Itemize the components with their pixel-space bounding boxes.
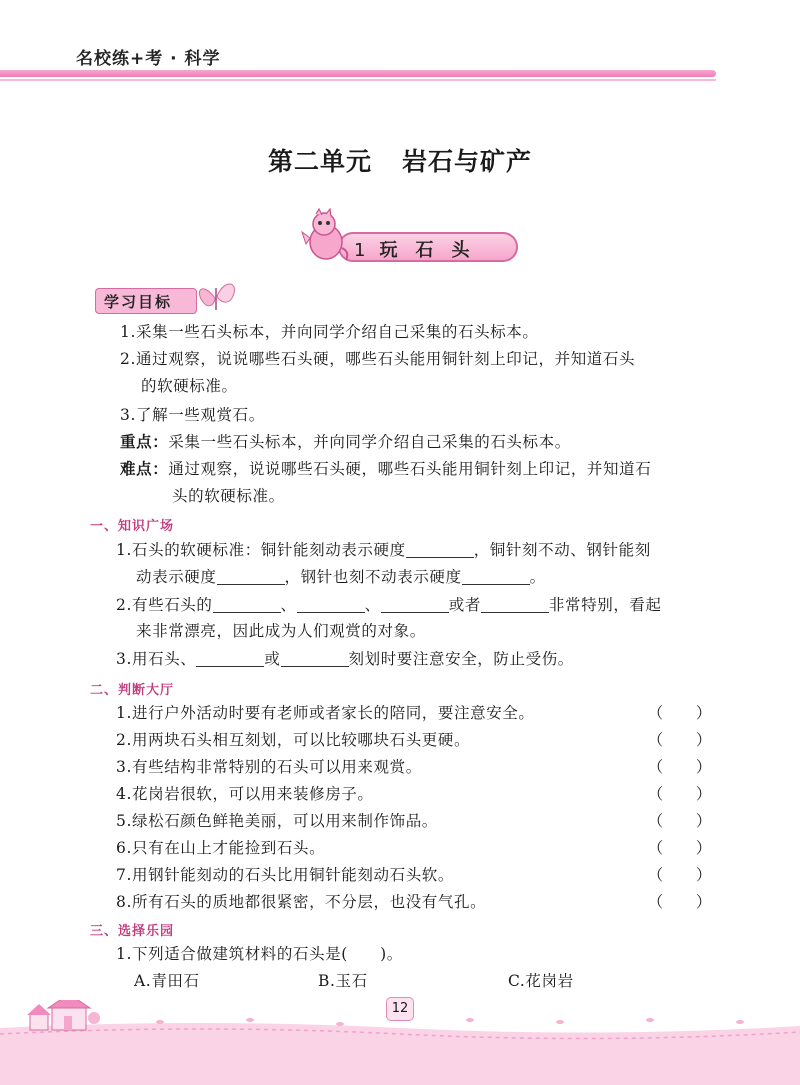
choice-option-a[interactable]: A.青田石 [134,972,200,990]
lesson-title-char: 头 [451,240,470,261]
question-text: 动表示硬度 [136,568,217,586]
choice-question: 1.下列适合做建筑材料的石头是( )。 [116,945,403,963]
question-text: 、 [280,596,297,614]
key-point-text: 采集一些石头标本，并向同学介绍自己采集的石头标本。 [168,433,571,451]
judge-item [116,892,712,912]
answer-blank[interactable] [481,596,549,613]
difficult-point-continued: 头的软硬标准。 [172,487,285,505]
section-heading-knowledge: 一、知识广场 [90,519,175,534]
question-text: 或者 [448,596,481,614]
question-text: 或 [264,650,281,668]
answer-blank[interactable] [406,541,474,558]
answer-blank[interactable] [297,596,365,613]
dragon-mascot-icon [300,208,352,264]
fill-question-2 [116,595,662,615]
lesson-title-char: 石 [415,240,434,261]
answer-parens[interactable]: （ ） [647,785,712,803]
section-heading-choice: 三、选择乐园 [90,924,175,939]
lesson-number: 1 [354,240,366,261]
judge-item-text: 8.所有石头的质地都很紧密，不分层，也没有气孔。 [116,893,487,911]
answer-blank[interactable] [213,596,281,613]
fill-question-2-continued: 来非常漂亮，因此成为人们观赏的对象。 [136,622,426,640]
difficult-point-text: 通过观察，说说哪些石头硬，哪些石头能用铜针刻上印记，并知道石 [168,460,652,478]
goals-badge-label: 学习目标 [104,293,173,311]
judge-item [116,757,712,777]
question-text: 1.石头的软硬标准：铜针能刻动表示硬度 [116,541,406,559]
answer-parens[interactable]: （ ） [647,839,712,857]
series-title: 名校练+考 · 科学 [76,49,221,69]
fill-question-3 [116,649,574,669]
answer-blank[interactable] [281,650,349,667]
judge-item [116,730,712,750]
question-text: 3.用石头、 [116,650,197,668]
goal-item: 2.通过观察，说说哪些石头硬，哪些石头能用铜针刻上印记，并知道石头 [120,350,636,368]
answer-parens[interactable]: （ ） [647,866,712,884]
lesson-title-char: 玩 [379,240,398,261]
judge-item [116,838,712,858]
judge-item-text: 2.用两块石头相互刻划，可以比较哪块石头更硬。 [116,731,471,749]
answer-parens[interactable]: （ ） [647,731,712,749]
unit-title-topic: 岩石与矿产 [402,147,533,176]
answer-blank[interactable] [381,596,449,613]
answer-parens[interactable]: （ ） [647,758,712,776]
unit-title-number: 第二单元 [267,147,372,176]
judge-item [116,811,712,831]
answer-blank[interactable] [196,650,264,667]
answer-parens[interactable]: （ ） [647,893,712,911]
choice-option-b[interactable]: B.玉石 [318,972,368,990]
question-text: 、 [364,596,381,614]
judge-item-text: 5.绿松石颜色鲜艳美丽，可以用来制作饰品。 [116,812,438,830]
question-text: 2.有些石头的 [116,596,213,614]
header-bar [0,70,716,77]
key-point-label: 重点： [120,432,169,451]
question-text: ，钢针也刻不动表示硬度 [284,568,462,586]
judge-item-text: 6.只有在山上才能捡到石头。 [116,839,326,857]
answer-blank[interactable] [462,568,530,585]
judge-item-text: 1.进行户外活动时要有老师或者家长的陪同，要注意安全。 [116,704,535,722]
fill-question-1 [116,540,651,560]
judge-item-text: 3.有些结构非常特别的石头可以用来观赏。 [116,758,422,776]
goal-item: 1.采集一些石头标本，并向同学介绍自己采集的石头标本。 [120,323,539,341]
answer-parens[interactable]: （ ） [647,704,712,722]
fill-question-1-continued [136,567,546,587]
header-bar-line [0,79,716,81]
goal-item: 3.了解一些观赏石。 [120,406,265,424]
goal-item-continued: 的软硬标准。 [141,377,238,395]
judge-item-text: 7.用钢针能刻动的石头比用铜针能刻动石头软。 [116,866,454,884]
unit-title [0,142,800,178]
question-text: ，铜针刻不动、钢针能刻 [473,541,651,559]
butterfly-icon [195,278,239,316]
lesson-title [354,236,469,262]
question-text: 刻划时要注意安全，防止受伤。 [348,650,574,668]
answer-blank[interactable] [217,568,285,585]
answer-parens[interactable]: （ ） [647,812,712,830]
question-text: 非常特别，看起 [548,596,662,614]
question-text: 。 [529,568,546,586]
judge-item-text: 4.花岗岩很软，可以用来装修房子。 [116,785,374,803]
difficult-point [120,459,651,479]
key-point [120,432,571,452]
difficult-point-label: 难点： [120,459,169,478]
section-heading-judgement: 二、判断大厅 [90,683,175,698]
judge-item [116,865,712,885]
judge-item [116,703,712,723]
page-number: 12 [386,997,414,1021]
judge-item [116,784,712,804]
choice-option-c[interactable]: C.花岗岩 [508,972,574,990]
